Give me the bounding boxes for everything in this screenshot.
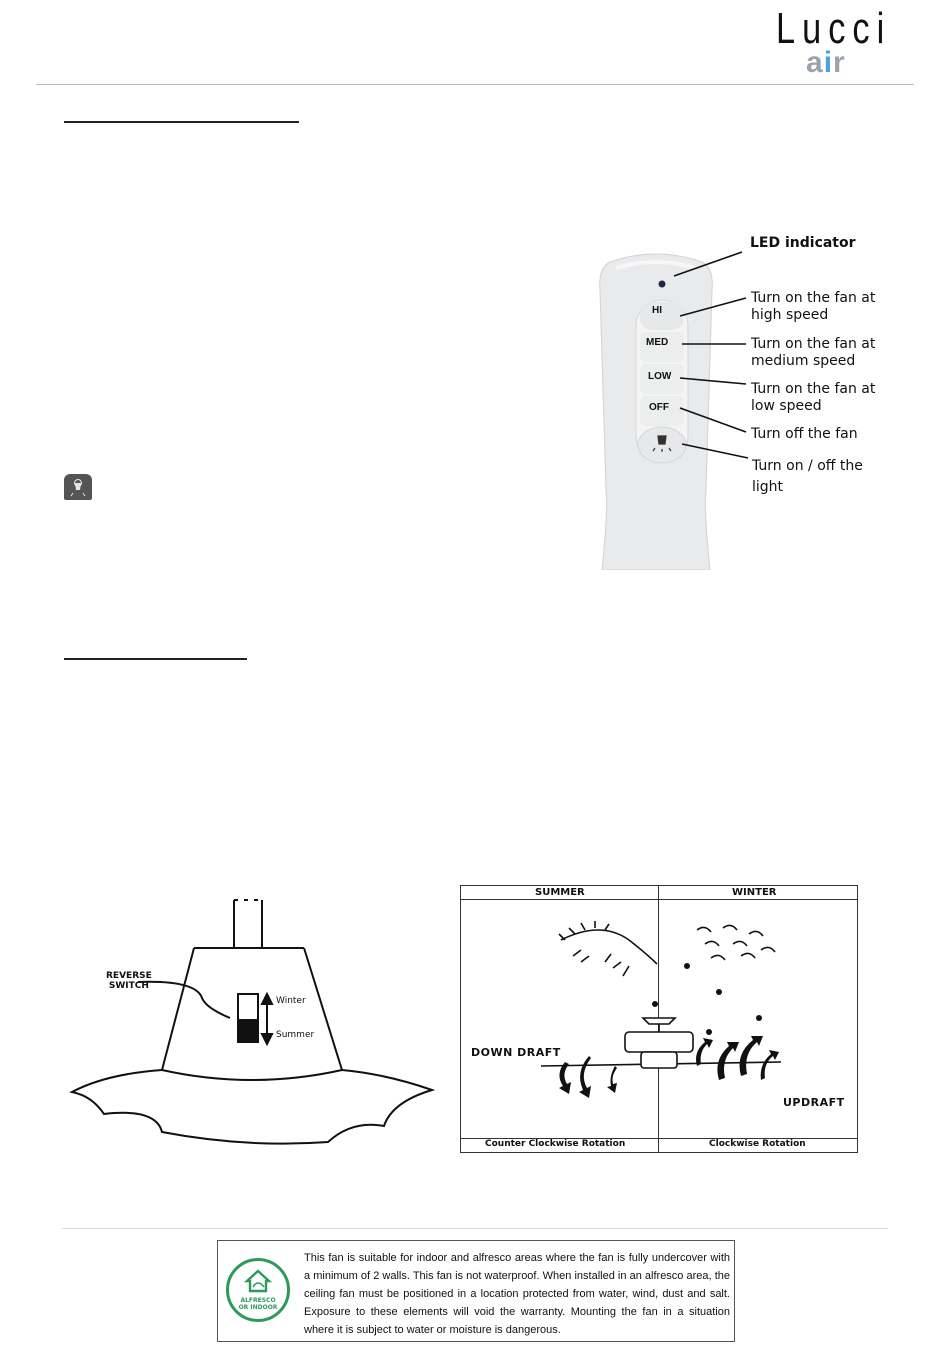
light-callout-line1: Turn on / off the (752, 458, 863, 474)
summer-label: Summer (276, 1030, 315, 1040)
low-button-label: LOW (648, 371, 672, 382)
light-callout-line (682, 444, 748, 458)
hi-callout-line1: Turn on the fan at (751, 290, 876, 306)
winter-rotation-label: Clockwise Rotation (709, 1139, 806, 1149)
hi-callout-line (680, 298, 746, 316)
hi-callout-line2: high speed (751, 307, 829, 323)
low-callout (751, 381, 875, 415)
alfresco-badge (226, 1258, 290, 1322)
hi-button-label: HI (652, 305, 662, 316)
med-callout-line1: Turn on the fan at (751, 336, 876, 352)
low-callout-line1: Turn on the fan at (751, 381, 876, 397)
hi-callout (751, 290, 875, 324)
low-callout-line (680, 378, 746, 384)
brand-logo-a: a (806, 46, 824, 79)
season-rotation-panel (460, 885, 858, 1153)
section-heading-rule-remote (64, 121, 299, 123)
remote-callout-lines (660, 240, 760, 460)
downdraft-arrow (559, 1062, 571, 1094)
section-heading-rule-reverse (64, 658, 247, 660)
alfresco-notice-text: This fan is suitable for indoor and alfresco areas where the fan is fully undercover with a minimum of 2 walls. This fan is not waterproof. When installed in an alfresco area, the ceiling fan must be positioned in a location protected from water, wind, dust and salt. Exposure to these elements will void the warranty. Mounting the fan in a situation where it is subject to water or moisture is dangerous. (304, 1252, 730, 1336)
low-callout-line2: low speed (751, 398, 822, 414)
winter-clouds (697, 925, 775, 960)
off-callout-line (680, 408, 746, 432)
reverse-switch-diagram (66, 890, 438, 1152)
winter-label: Winter (276, 996, 306, 1006)
off-callout: Turn off the fan (751, 426, 858, 442)
summer-heading: SUMMER (535, 887, 585, 898)
footer-divider (62, 1228, 888, 1229)
updraft-arrow (717, 1042, 739, 1080)
light-callout (752, 456, 863, 498)
brand-logo-secondary (806, 46, 846, 80)
brand-logo-i: i (823, 46, 834, 79)
alfresco-badge-line1: ALFRESCO (240, 1297, 276, 1304)
led-callout-line (674, 252, 742, 276)
updraft-label: UPDRAFT (783, 1096, 845, 1109)
light-button-icon (64, 474, 92, 500)
light-callout-line2: light (752, 479, 784, 495)
summer-foliage (561, 930, 657, 964)
alfresco-badge-text (229, 1297, 287, 1311)
brand-logo-r: r (833, 46, 846, 79)
off-button-label: OFF (649, 402, 669, 413)
house-icon (243, 1267, 273, 1295)
down-draft-label: DOWN DRAFT (471, 1046, 561, 1059)
reverse-switch-label (106, 971, 152, 991)
led-callout: LED indicator (750, 235, 856, 251)
winter-heading: WINTER (732, 887, 777, 898)
reverse-switch-label-line2: SWITCH (108, 981, 149, 991)
summer-rotation-label: Counter Clockwise Rotation (485, 1139, 626, 1149)
med-callout-line2: medium speed (751, 353, 856, 369)
light-bulb-icon (64, 474, 92, 500)
med-callout (751, 336, 875, 370)
alfresco-notice (217, 1240, 735, 1342)
reverse-switch-label-line1: REVERSE (106, 971, 152, 981)
alfresco-badge-line2: OR INDOOR (238, 1304, 278, 1311)
med-button-label: MED (646, 337, 669, 348)
brand-logo-primary: Lucci (776, 4, 892, 53)
header-divider (36, 84, 914, 85)
